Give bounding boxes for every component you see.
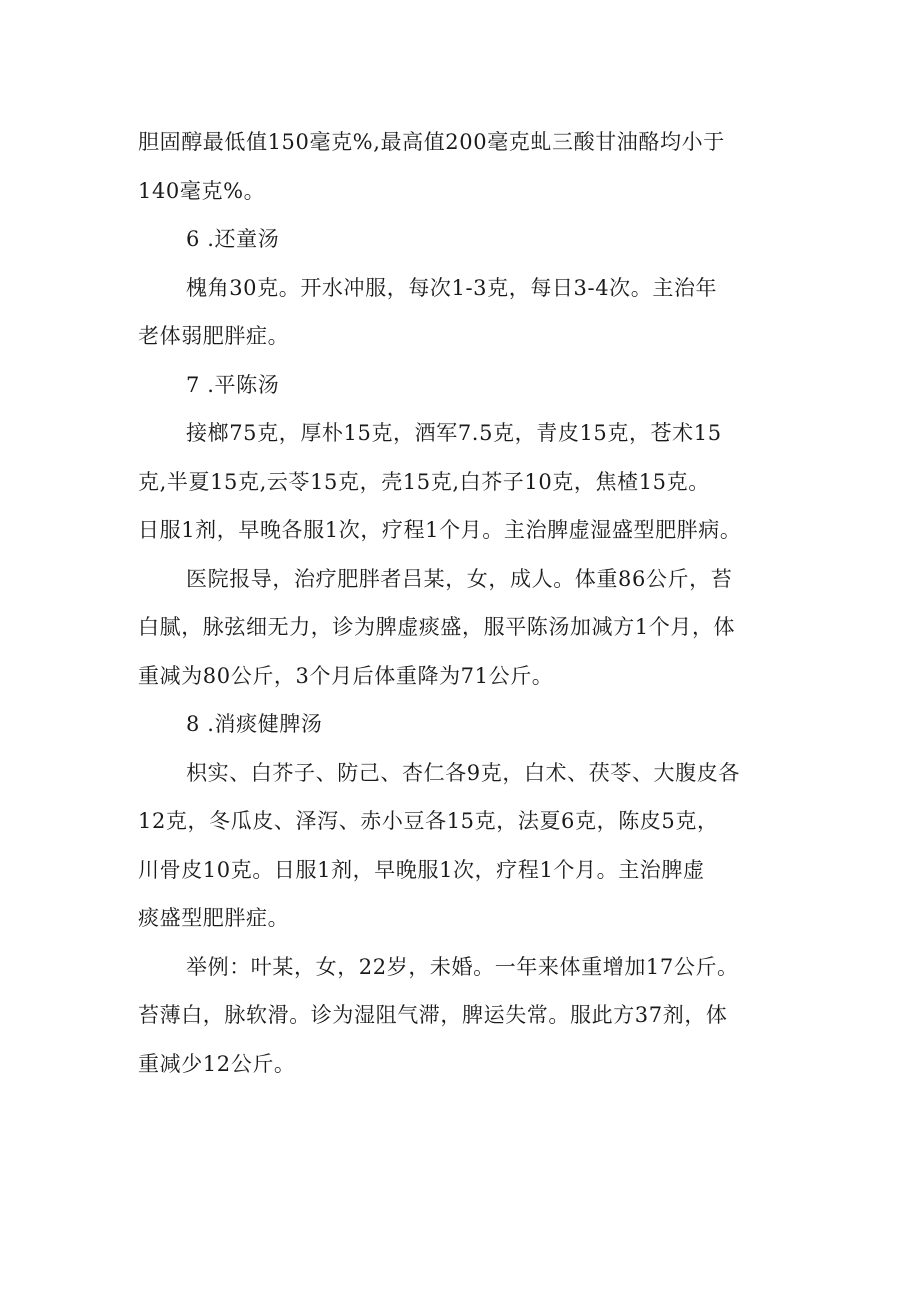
document-page <box>138 118 788 1088</box>
paragraph-line: 克,半夏15克,云苓15克，壳15克,白芥子10克，焦楂15克。 <box>138 469 710 494</box>
paragraph-line: 医院报导，治疗肥胖者吕某，女，成人。体重86公斤，苔 <box>186 566 733 591</box>
paragraph-line: 接榔75克，厚朴15克，酒军7.5克，青皮15克，苍术15 <box>186 421 722 445</box>
paragraph-line: 重减为80公斤，3个月后体重降为71公斤。 <box>138 663 554 688</box>
paragraph-line: 日服1剂，早晚各服1次，疗程1个月。主治脾虚湿盛型肥胖病。 <box>138 518 742 542</box>
paragraph-line: 举例：叶某，女，22岁，未婚。一年来体重增加17公斤。 <box>186 954 739 979</box>
paragraph-line: 胆固醇最低值150毫克%,最高值200毫克虬三酸甘油酪均小于 <box>138 130 725 154</box>
paragraph-line: 川骨皮10克。日服1剂，早晚服1次，疗程1个月。主治脾虚 <box>138 857 705 882</box>
paragraph-line: 12克，冬瓜皮、泽泻、赤小豆各15克，法夏6克，陈皮5克， <box>138 809 719 833</box>
paragraph-line: 槐角30克。开水冲服，每次1-3克，每日3-4次。主治年 <box>186 275 718 300</box>
section-heading: 8 .消痰健脾汤 <box>186 712 323 736</box>
paragraph-line: 140毫克%。 <box>138 178 266 203</box>
section-heading: 6 .还童汤 <box>186 227 280 251</box>
paragraph-line: 痰盛型肥胖症。 <box>138 906 290 930</box>
section-heading: 7 .平陈汤 <box>186 372 280 397</box>
paragraph-line: 重减少12公斤。 <box>138 1051 296 1076</box>
paragraph-line: 白腻，脉弦细无力，诊为脾虚痰盛，服平陈汤加减方1个月，体 <box>138 615 736 639</box>
paragraph-line: 枳实、白芥子、防己、杏仁各9克，白术、茯苓、大腹皮各 <box>186 760 740 785</box>
paragraph-line: 老体弱肥胖症。 <box>138 324 290 348</box>
paragraph-line: 苔薄白，脉软滑。诊为湿阻气滞，脾运失常。服此方37剂，体 <box>138 1003 728 1027</box>
